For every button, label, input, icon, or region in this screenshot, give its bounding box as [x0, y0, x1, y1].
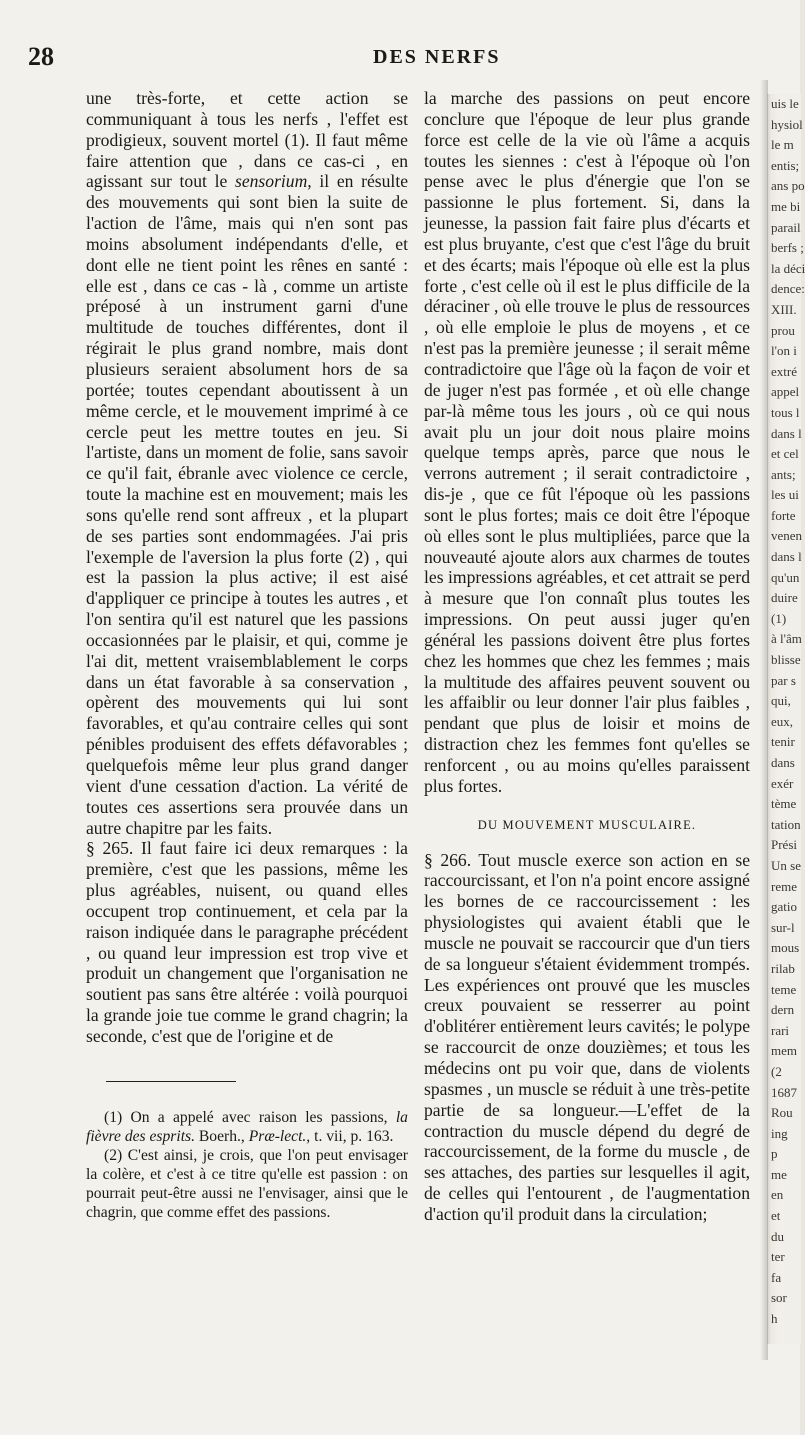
adjacent-text-fragment: dans l — [771, 425, 802, 441]
adjacent-text-fragment: berfs ; — [771, 240, 804, 256]
left-column — [86, 88, 408, 1222]
right-column — [424, 88, 750, 1225]
adjacent-text-fragment: 1687 — [771, 1084, 797, 1100]
adjacent-text-fragment: dence: — [771, 281, 805, 297]
adjacent-text-fragment: par s — [771, 672, 796, 688]
adjacent-text-fragment: forte — [771, 507, 796, 523]
adjacent-text-fragment: (1) — [771, 610, 787, 626]
adjacent-text-fragment: exér — [771, 775, 794, 791]
running-head: DES NERFS — [373, 46, 501, 68]
adjacent-text-fragment: dern — [771, 1002, 795, 1018]
adjacent-text-fragment: reme — [771, 878, 797, 894]
adjacent-text-fragment: à l'âm — [771, 631, 802, 647]
adjacent-text-fragment: entis; — [771, 157, 800, 173]
adjacent-text-fragment: tous l — [771, 404, 800, 420]
adjacent-text-fragment: les ui — [771, 487, 799, 503]
adjacent-text-fragment: fa — [771, 1269, 782, 1285]
adjacent-text-fragment: et — [771, 1208, 781, 1224]
adjacent-text-fragment: dans l — [771, 549, 802, 565]
adjacent-text-fragment: mous — [771, 940, 800, 956]
adjacent-text-fragment: tème — [771, 796, 797, 812]
adjacent-text-fragment: me — [771, 1166, 787, 1182]
adjacent-text-fragment: en — [771, 1187, 784, 1203]
adjacent-text-fragment: ter — [771, 1249, 785, 1265]
paragraph-265: § 265. Il faut faire ici deux remarques : la première, c'est que les passions, même les plus agréables, nuisent, ou quand elles occupent trop continuement, et cela par la raison indiquée dans le paragraphe précédent , ou quand leur impression est trop vive et produit un changement que l'organisation ne soutient pas sans être altérée : voilà pourquoi la grande joie tue comme le grand chagrin; la seconde, c'est que de l'origine et de — [86, 838, 408, 1046]
adjacent-text-fragment: ing — [771, 1125, 788, 1141]
adjacent-text-fragment: prou — [771, 322, 795, 338]
adjacent-text-fragment: sor — [771, 1290, 787, 1306]
adjacent-text-fragment: teme — [771, 981, 797, 997]
adjacent-text-fragment: et cel — [771, 446, 799, 462]
adjacent-text-fragment: Rou — [771, 1105, 793, 1121]
adjacent-text-fragment: rilab — [771, 960, 795, 976]
adjacent-text-fragment: du — [771, 1228, 784, 1244]
adjacent-text-fragment: (2 — [771, 1063, 782, 1079]
adjacent-text-fragment: qui, — [771, 693, 791, 709]
adjacent-text-fragment: uis le — [771, 96, 799, 111]
adjacent-text-fragment: p — [771, 1146, 778, 1162]
adjacent-text-fragment: eux, — [771, 713, 794, 729]
paragraph-266: § 266. Tout muscle exerce son action en se raccourcissant, et l'on n'a point encore assigné les bornes de ce raccourcissement : les physiologistes qui avaient établi que le muscle ne pouvait se raccourcir que d'un tiers de sa longueur s'étaient évidemment trompés. Les expériences ont prouvé que les muscles creux pouvaient se resserrer au point d'oblitérer entièrement leurs cavités; le polype se raccourcit de onze douzièmes; et tous les médecins ont pu voir que, dans de violents spasmes , un muscle se réduit à une très-petite partie de sa longueur.—L'effet de la contraction du muscle dépend du degré de raccourcissement, de la forme du muscle , de ses attaches, des parties sur lesquelles il agit, de celles qui l'entourent , de l'augmentation d'action qu'il produit dans la circulation; — [424, 849, 750, 1224]
adjacent-text-fragment: ants; — [771, 466, 796, 482]
footnotes — [86, 1108, 408, 1222]
adjacent-text-fragment: ans po — [771, 178, 805, 194]
adjacent-text-fragment: hysiol — [771, 116, 803, 132]
adjacent-text-fragment: sur-l — [771, 919, 795, 935]
adjacent-page-strip — [767, 94, 805, 1344]
page-number: 28 — [28, 42, 54, 71]
adjacent-text-fragment: parail — [771, 219, 801, 235]
section-heading: DU MOUVEMENT MUSCULAIRE. — [477, 817, 697, 832]
page-header — [28, 42, 760, 72]
adjacent-text-fragment: XIII. — [771, 301, 797, 317]
adjacent-text-fragment: venen — [771, 528, 803, 544]
adjacent-text-fragment: qu'un — [771, 569, 800, 585]
adjacent-text-fragment: gatio — [771, 899, 797, 915]
adjacent-text-fragment: duire — [771, 590, 798, 606]
adjacent-text-fragment: blisse — [771, 652, 801, 668]
adjacent-text-fragment: tenir — [771, 734, 795, 750]
adjacent-text-fragment: mem — [771, 1043, 797, 1059]
adjacent-text-fragment: h — [771, 1311, 778, 1327]
adjacent-text-fragment: extré — [771, 363, 797, 379]
footnote-2: (2) C'est ainsi, je crois, que l'on peut envisager la colère, et c'est à ce titre qu'elle est passion : on pourrait peut-être aussi ne l'envisager, ainsi que le chagrin, que comme effet des passions. — [86, 1146, 408, 1221]
paragraph: une très-forte, et cette action se communiquant à tous les nerfs , l'effet est prodigieux, souvent mortel (1). Il faut même faire attention que , dans ce cas-ci , en agissant sur tout le sensorium, il en résulte des mouvements qui sont bien la suite de l'action de l'âme, mais qui n'en sont pas moins absolument indépendants d'elle, et dont elle ne tient point les rênes en santé : elle est , dans ce cas - là , comme un artiste préposé à un instrument garni d'une multitude de touches différentes, dont il régirait le plus grand nombre, mais dont plusieurs seraient absolument hors de sa portée; toutes cependant aboutissent à un même cercle, et le mouvement imprimé à ce cercle peut les mettre toutes en jeu. Si l'artiste, dans un moment de folie, sans savoir ce qu'il fait, ébranle avec violence ce cercle, toute la machine est en mouvement; mais les sons qu'elle rend sont affreux , et la plupart de ses parties sont endommagées. J'ai pris l'exemple de l'aversion la plus forte (2) , qui est la passion la plus active; il est aisé d'appliquer ce principe à toutes les autres , et l'on sentira qu'il est naturel que les passions occasionnées par le plaisir, et qui, comme je l'ai dit, mettent vraisemblablement le corps dans un état favorable à sa conservation , opèrent des mouvements qui lui sont favorables, et qu'au contraire celles qui sont pénibles produisent des effets défavorables ; quelquefois même leur plus grand danger vient d'une cessation d'action. La vérité de toutes ces assertions sera prouvée dans un autre chapitre par les faits. — [86, 88, 409, 838]
adjacent-text-fragment: Un se — [771, 857, 801, 873]
footnote-1: (1) On a appelé avec raison les passions, la fièvre des esprits. Boerh., Præ-lect., t. vii, p. 163. — [86, 1108, 408, 1145]
footnote-rule — [106, 1081, 236, 1082]
adjacent-text-fragment: la déci — [771, 260, 805, 276]
adjacent-text-fragment: me bi — [771, 198, 801, 214]
adjacent-text-fragment: le m — [771, 137, 794, 153]
adjacent-text-fragment: Prési — [771, 837, 797, 853]
adjacent-text-fragment: tation — [771, 816, 801, 832]
adjacent-text-fragment: l'on i — [771, 343, 797, 359]
adjacent-text-fragment: rari — [771, 1022, 790, 1038]
adjacent-text-fragment: dans — [771, 755, 795, 770]
adjacent-text-fragment: appel — [771, 384, 800, 400]
paragraph: la marche des passions on peut encore conclure que l'époque de leur plus grande force est celle de la vie où l'âme a acquis toutes les siennes : c'est à l'époque où l'on pense avec le plus d'énergie que l'on se passionne le plus fortement. Si, dans la jeunesse, la passion fait faire plus d'écarts et est plus bruyante, c'est que c'est l'âge du bruit et des écarts; mais l'époque où elle est la plus forte , c'est celle où il est le plus difficile de la déraciner , où elle trouve le plus de ressources , où elle emploie le plus de moyens , et ce n'est pas la première jeunesse ; il serait même contradictoire que l'âge où la façon de voir et de juger n'est pas formée , et où elle change par-là même tous les jours , où ce qui nous avait plu un jour doit nous plaire moins quelque temps après, parce que nous le verrons autrement ; il serait contradictoire , dis-je , que ce fût l'époque où les passions sont le plus fortes; mais ce doit être l'époque où elles sont le plus multipliées, parce que la nouveauté ajoute alors aux charmes de toutes les impressions agréables, et cet attrait se perd à mesure que l'on connaît plus toutes les impressions. On peut aussi juger qu'en général les passions doivent être plus fortes chez les hommes que chez les femmes ; mais la multitude des affaires peuvent souvent ou les affaiblir ou leur donner l'air plus faibles , pendant que plus de loisir et moins de distraction chez les femmes font qu'elles se renforcent , ou au moins qu'elles paraissent plus fortes. — [424, 88, 750, 796]
